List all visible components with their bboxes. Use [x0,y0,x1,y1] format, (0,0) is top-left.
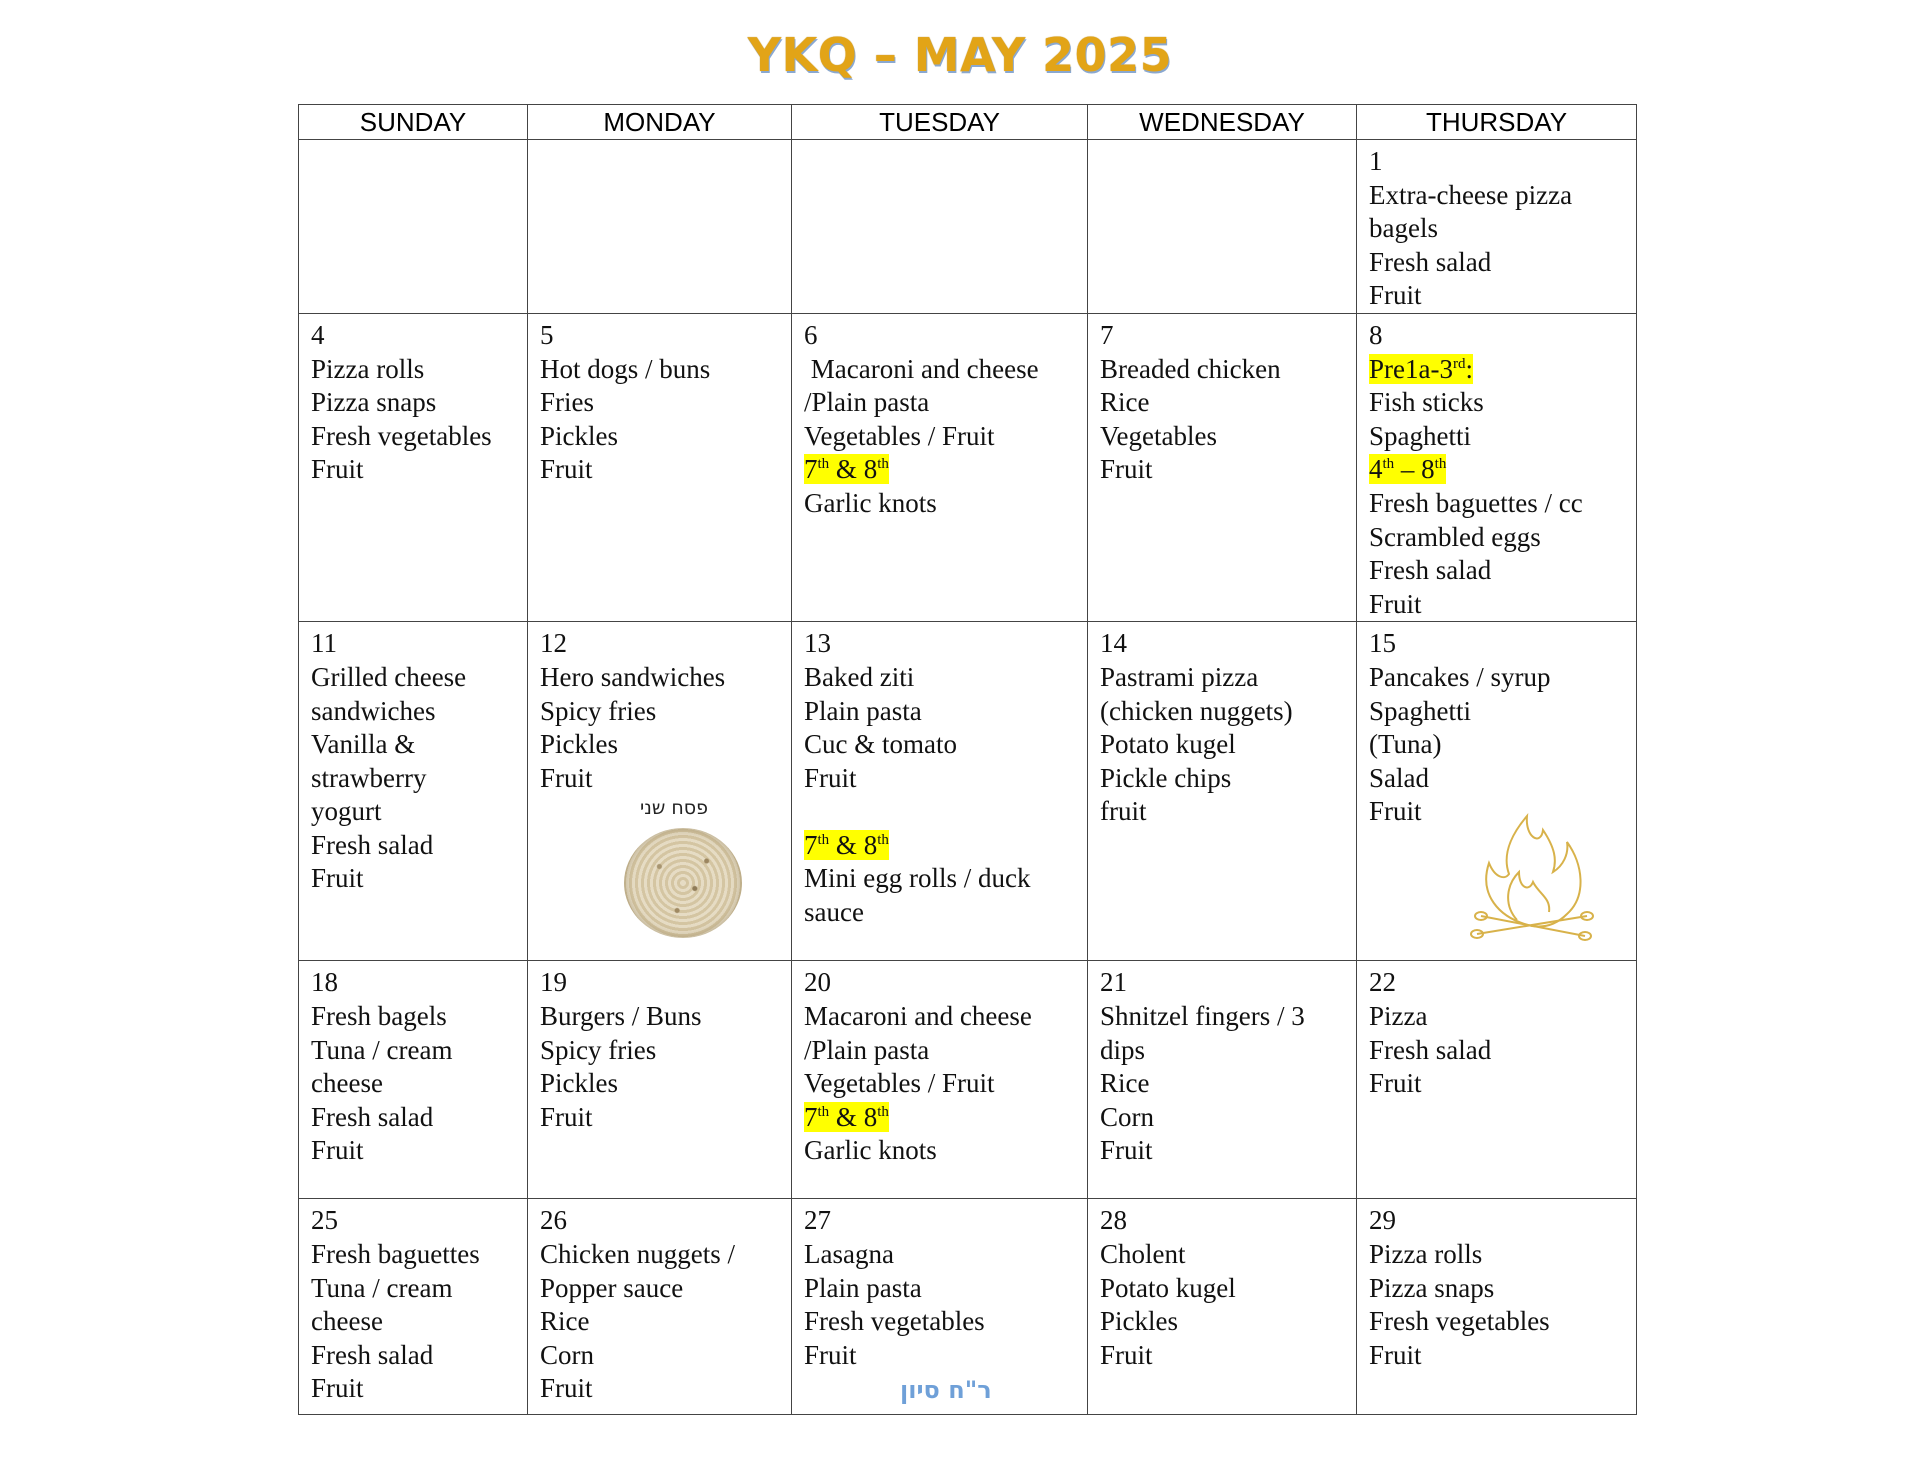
menu-item: (Tuna) [1369,729,1442,760]
menu-item: Pickle chips [1100,762,1232,793]
grade-note: 7th & 8th [804,1101,889,1132]
menu-item: Pickles [1100,1306,1178,1337]
date-number: 14 [1100,628,1127,659]
day-cell [792,313,1088,621]
day-cell [528,961,792,1199]
day-cell [1088,622,1357,961]
date-number: 6 [804,319,818,350]
header-sunday: SUNDAY [299,105,528,140]
grade-note: 7th & 8th [804,829,889,860]
menu-item: Pizza snaps [1369,1272,1495,1303]
date-number: 21 [1100,967,1127,998]
menu-item: Fresh salad [1369,555,1492,586]
menu-item: Fruit [540,1101,593,1132]
menu-calendar [298,104,1637,1415]
fire-icon [1457,808,1607,948]
menu-item: Hot dogs / buns [540,353,711,384]
menu-item: Pizza rolls [311,353,425,384]
menu-item: Lasagna [804,1238,894,1269]
date-number: 25 [311,1205,338,1236]
day-cell [528,1199,792,1415]
menu-item: Fruit [311,1373,364,1404]
menu-item: Garlic knots [804,487,937,518]
menu-item: Rice [1100,1068,1150,1099]
menu-item: cheese [311,1306,383,1337]
menu-item: Plain pasta [804,1272,922,1303]
date-number: 4 [311,319,325,350]
date-number: 28 [1100,1205,1127,1236]
menu-item: Fruit [540,1373,593,1404]
menu-item: Pickles [540,729,618,760]
menu-item: Plain pasta [804,695,922,726]
menu-item: Pickles [540,420,618,451]
day-header-row [299,105,1637,140]
menu-item: Burgers / Buns [540,1000,702,1031]
day-cell [299,1199,528,1415]
spacer [804,795,1075,829]
menu-item: dips [1100,1034,1146,1065]
menu-item: Pizza [1369,1000,1428,1031]
menu-item: Fries [540,387,594,418]
menu-item: Fresh baguettes [311,1238,480,1269]
week-row [299,140,1637,314]
day-cell [1088,313,1357,621]
header-tuesday: TUESDAY [792,105,1088,140]
menu-item: Fruit [540,762,593,793]
menu-item: Fresh salad [311,829,434,860]
menu-item: Vegetables [1100,420,1217,451]
week-row [299,1199,1637,1415]
menu-item: Grilled cheese [311,661,467,692]
day-cell [792,961,1088,1199]
menu-item: Potato kugel [1100,729,1236,760]
menu-item: Fruit [311,863,364,894]
date-number: 22 [1369,967,1396,998]
menu-item: /Plain pasta [804,1034,930,1065]
grade-note: 7th & 8th [804,454,889,485]
menu-item: Pastrami pizza [1100,661,1259,692]
date-number: 20 [804,967,831,998]
week-row [299,313,1637,621]
day-cell [1088,961,1357,1199]
menu-item: Fresh salad [1369,1034,1492,1065]
menu-item: Fresh salad [1369,246,1492,277]
menu-item: Fresh vegetables [1369,1306,1550,1337]
menu-item: Vanilla & [311,729,416,760]
menu-item: Garlic knots [804,1135,937,1166]
day-cell [1088,1199,1357,1415]
date-number: 29 [1369,1205,1396,1236]
menu-item: Tuna / cream [311,1034,453,1065]
menu-item: Scrambled eggs [1369,521,1541,552]
menu-item: Breaded chicken [1100,353,1281,384]
menu-item: Fruit [1100,1135,1153,1166]
day-cell [1357,140,1637,314]
menu-item: Fruit [1369,280,1422,311]
menu-item: Corn [540,1339,594,1370]
day-cell [299,622,528,961]
menu-item: Fruit [804,1339,857,1370]
menu-item: Spicy fries [540,1034,657,1065]
date-number: 11 [311,628,337,659]
day-cell-empty [528,140,792,314]
menu-item: Spicy fries [540,695,657,726]
day-cell-empty [299,140,528,314]
menu-item: Shnitzel fingers / 3 [1100,1000,1305,1031]
date-number: 8 [1369,319,1383,350]
menu-item: Fruit [1369,1339,1422,1370]
menu-item: Spaghetti [1369,695,1471,726]
menu-item: Fruit [1369,1068,1422,1099]
date-number: 15 [1369,628,1396,659]
date-number: 27 [804,1205,831,1236]
date-number: 12 [540,628,567,659]
menu-item: Baked ziti [804,661,915,692]
menu-item: Fruit [311,1135,364,1166]
menu-item: Fresh baguettes / cc [1369,487,1583,518]
menu-item: Macaroni and cheese [804,353,1039,384]
menu-item: Salad [1369,762,1429,793]
menu-item: yogurt [311,796,382,827]
menu-item: sandwiches [311,695,436,726]
menu-item: Tuna / cream [311,1272,453,1303]
menu-item: Fruit [311,454,364,485]
grade-group-label: 4th – 8th [1369,454,1447,485]
menu-item: Fresh bagels [311,1000,447,1031]
rosh-chodesh-label: ר"ח סיון [900,1376,992,1405]
menu-item: Pancakes / syrup [1369,661,1551,692]
menu-item: Macaroni and cheese [804,1000,1032,1031]
menu-item: Mini egg rolls / duck [804,863,1031,894]
menu-item: cheese [311,1068,383,1099]
menu-item: Potato kugel [1100,1272,1236,1303]
menu-item: Vegetables / Fruit [804,420,995,451]
day-cell [1357,1199,1637,1415]
menu-item: Pizza rolls [1369,1238,1483,1269]
menu-item: Fish sticks [1369,387,1484,418]
menu-item: /Plain pasta [804,387,930,418]
day-cell [1357,961,1637,1199]
day-cell [299,313,528,621]
date-number: 1 [1369,146,1383,176]
grade-group-label: Pre1a-3rd: [1369,353,1473,384]
menu-item: Cholent [1100,1238,1186,1269]
menu-item: Fresh salad [311,1101,434,1132]
date-number: 19 [540,967,567,998]
menu-item: Corn [1100,1101,1154,1132]
day-cell-empty [1088,140,1357,314]
pesach-sheni-label: פסח שני [640,797,708,820]
menu-item: Fresh vegetables [311,420,492,451]
menu-item: Fruit [1100,1339,1153,1370]
day-cell [1357,313,1637,621]
week-row [299,622,1637,961]
date-number: 7 [1100,319,1114,350]
menu-item: Fruit [1369,588,1422,619]
menu-item: Chicken nuggets / [540,1238,735,1269]
menu-item: strawberry [311,762,427,793]
menu-item: Hero sandwiches [540,661,726,692]
date-number: 26 [540,1205,567,1236]
menu-item: Fruit [1100,454,1153,485]
menu-item: Cuc & tomato [804,729,957,760]
header-wednesday: WEDNESDAY [1088,105,1357,140]
menu-item: Popper sauce [540,1272,684,1303]
date-number: 5 [540,319,554,350]
menu-item: Vegetables / Fruit [804,1068,995,1099]
date-number: 13 [804,628,831,659]
header-thursday: THURSDAY [1357,105,1637,140]
day-cell-empty [792,140,1088,314]
menu-item: Fresh salad [311,1339,434,1370]
matzah-image [624,828,742,938]
menu-item: Rice [1100,387,1150,418]
menu-item: sauce [804,897,864,928]
menu-item: (chicken nuggets) [1100,695,1293,726]
page-title: YKQ – MAY 2025 [747,28,1173,82]
menu-item: Spaghetti [1369,420,1471,451]
week-row [299,961,1637,1199]
menu-item: Pizza snaps [311,387,437,418]
menu-item: Fruit [1369,796,1422,827]
day-cell [792,1199,1088,1415]
header-monday: MONDAY [528,105,792,140]
menu-item: Pickles [540,1068,618,1099]
day-cell [528,622,792,961]
day-cell [1357,622,1637,961]
menu-item: Fruit [540,454,593,485]
menu-item: Rice [540,1306,590,1337]
day-cell [528,313,792,621]
day-cell [299,961,528,1199]
date-number: 18 [311,967,338,998]
day-cell [792,622,1088,961]
menu-item: Extra-cheese pizza bagels [1369,179,1573,244]
menu-item: Fruit [804,762,857,793]
menu-item: Fresh vegetables [804,1306,985,1337]
menu-item: fruit [1100,796,1147,827]
